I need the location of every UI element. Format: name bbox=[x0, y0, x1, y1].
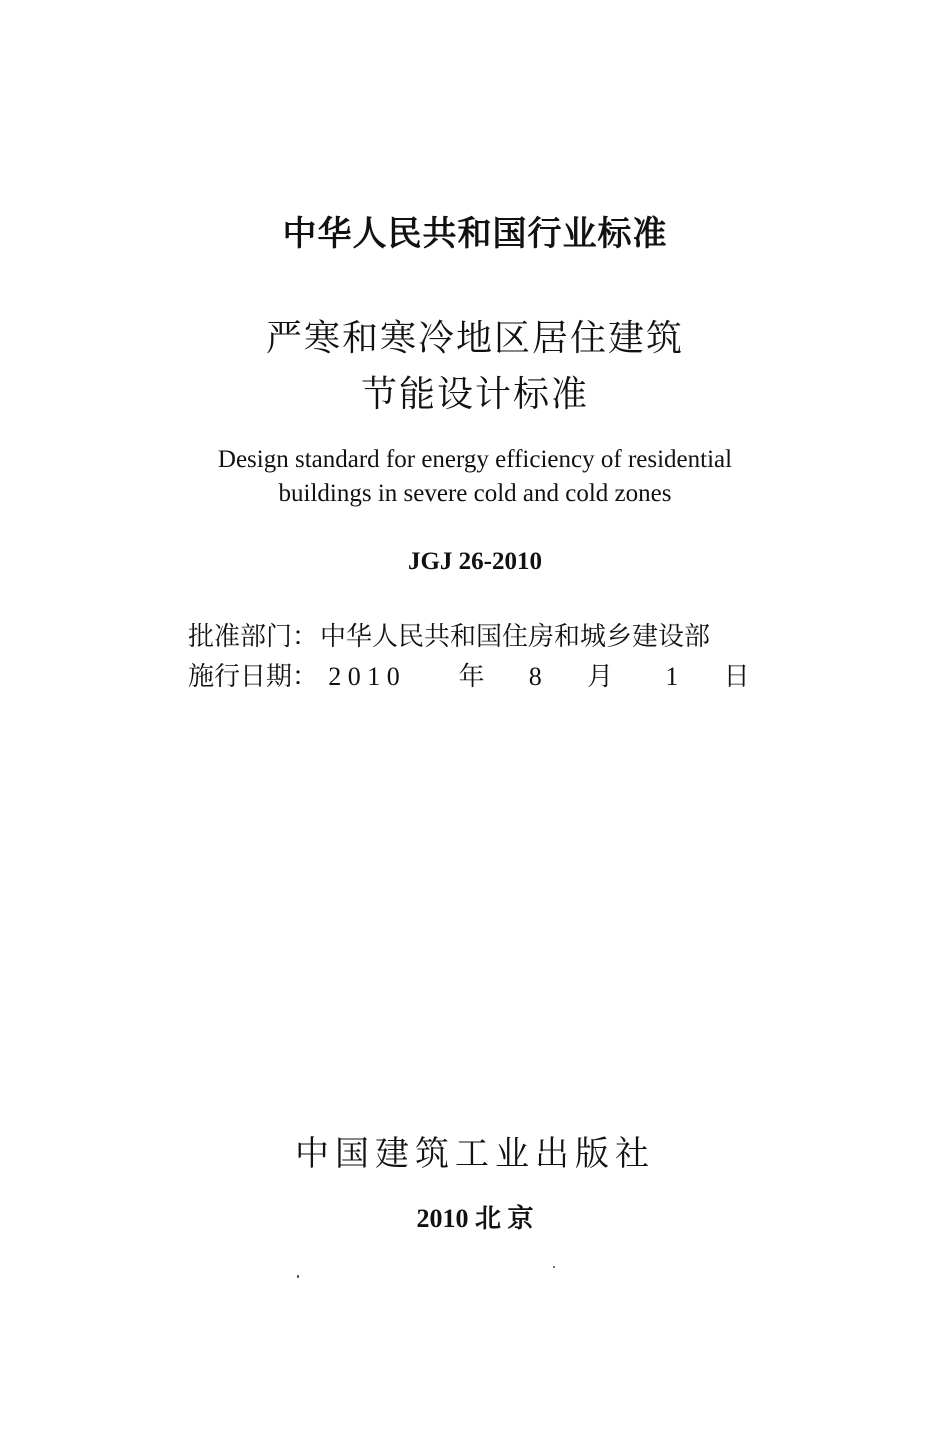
effective-label: 施行日期： bbox=[188, 662, 319, 692]
effective-date bbox=[188, 656, 750, 693]
scan-speck bbox=[553, 1266, 555, 1268]
approval-label: 批准部门： bbox=[188, 622, 319, 652]
approval-department bbox=[188, 616, 710, 653]
effective-day: 1 bbox=[665, 662, 679, 691]
document-title-line-2: 节能设计标准 bbox=[360, 374, 589, 414]
effective-day-unit: 日 bbox=[723, 662, 750, 692]
standard-series-heading: 中华人民共和国行业标准 bbox=[282, 214, 668, 254]
english-title-line-2: buildings in severe cold and cold zones bbox=[278, 480, 672, 507]
approval-value: 中华人民共和国住房和城乡建设部 bbox=[320, 622, 711, 652]
english-title-line-1: Design standard for energy efficiency of residential bbox=[217, 446, 733, 473]
effective-year: 2 0 1 0 bbox=[328, 662, 400, 691]
document-title-line-1: 严寒和寒冷地区居住建筑 bbox=[265, 318, 684, 358]
effective-month-unit: 月 bbox=[587, 662, 614, 692]
scan-speck bbox=[297, 1275, 299, 1278]
publisher-name: 中国建筑工业出版社 bbox=[295, 1136, 655, 1173]
effective-month: 8 bbox=[528, 662, 542, 691]
effective-year-unit: 年 bbox=[458, 662, 485, 692]
publication-imprint: 2010 北 京 bbox=[416, 1204, 534, 1233]
standard-code: JGJ 26-2010 bbox=[407, 548, 543, 575]
